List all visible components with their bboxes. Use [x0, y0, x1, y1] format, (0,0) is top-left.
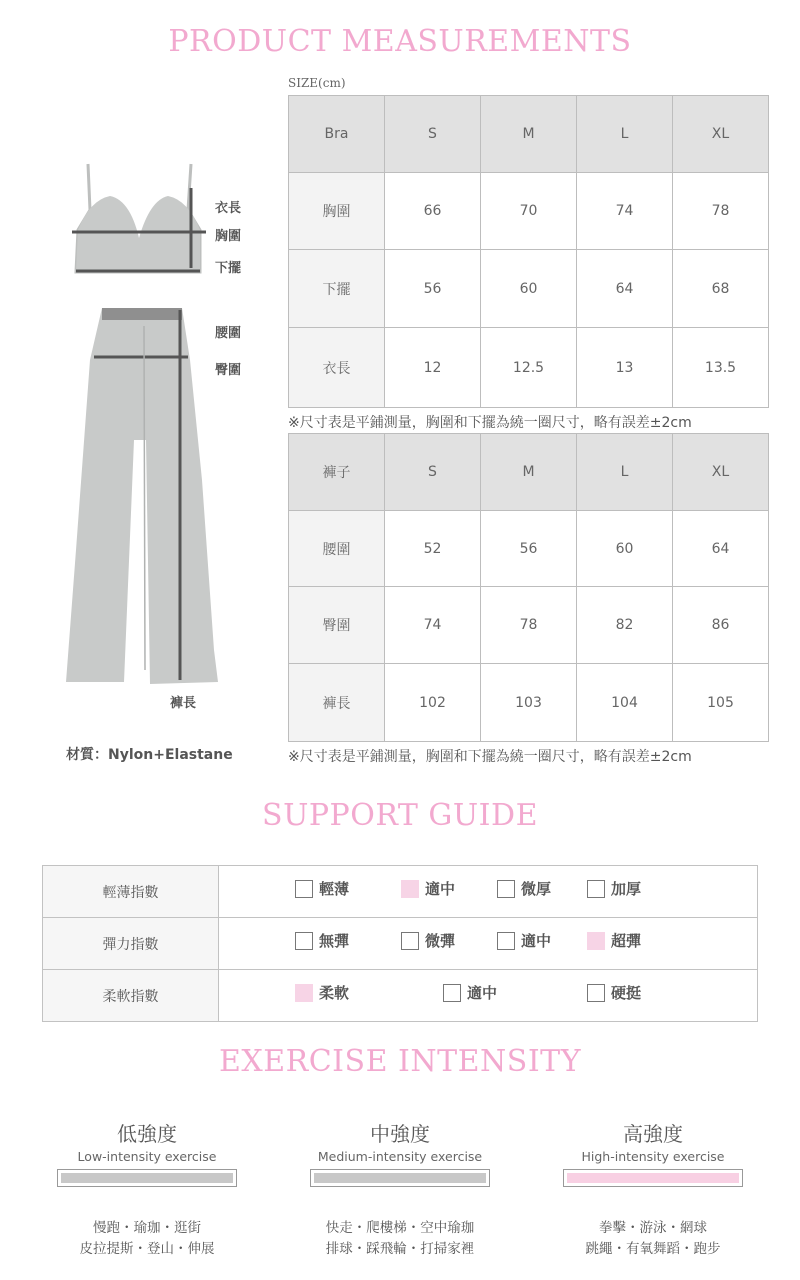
activity-line: 快走・爬樓梯・空中瑜珈: [325, 1220, 475, 1236]
option-slightly-thick: [497, 878, 551, 899]
table-header-row: [289, 434, 769, 511]
option-label: 加厚: [611, 880, 642, 898]
intensity-medium-title: 中強度: [370, 1122, 430, 1146]
label-waist: 腰圍: [215, 326, 242, 341]
support-guide-title: SUPPORT GUIDE: [262, 798, 538, 833]
option-label: 柔軟: [319, 984, 350, 1002]
intensity-medium-bar: [310, 1169, 490, 1187]
table-row: [289, 173, 769, 250]
table-cell: 52: [385, 511, 481, 587]
measurements-title: PRODUCT MEASUREMENTS: [168, 24, 632, 59]
table-cell: XL: [673, 434, 769, 511]
table-cell: 64: [673, 511, 769, 587]
pants-illustration: [66, 308, 218, 684]
intensity-high-bar: [563, 1169, 743, 1187]
intensity-low-subtitle: Low-intensity exercise: [77, 1149, 217, 1164]
option-thin: [295, 878, 349, 899]
checkbox: [587, 880, 605, 898]
size-unit-label: SIZE(cm): [288, 76, 346, 90]
option-label: 適中: [467, 984, 498, 1002]
activity-line: 排球・踩飛輪・打掃家裡: [325, 1241, 475, 1257]
table-row: [289, 328, 769, 408]
table-cell: 78: [673, 173, 769, 250]
option-soft: [295, 982, 349, 1003]
option-medium-soft: [443, 982, 497, 1003]
table-cell: L: [577, 96, 673, 173]
table-cell: 103: [481, 664, 577, 742]
option-label: 超彈: [611, 932, 642, 950]
table-cell: 74: [577, 173, 673, 250]
table-cell: 78: [481, 587, 577, 664]
guide-row-elasticity: [43, 918, 758, 970]
guide-row-label: 彈力指數: [43, 918, 219, 970]
intensity-low-activities: [22, 1218, 272, 1260]
label-pants-length: 褲長: [170, 696, 197, 711]
table-cell: S: [385, 434, 481, 511]
checkbox: [295, 880, 313, 898]
table-cell: 13.5: [673, 328, 769, 408]
table-cell: M: [481, 434, 577, 511]
support-guide-table: [42, 865, 758, 1022]
table-cell: 56: [481, 511, 577, 587]
option-no-stretch: [295, 930, 349, 951]
table-cell: 13: [577, 328, 673, 408]
activity-line: 皮拉提斯・登山・伸展: [79, 1241, 215, 1257]
measurement-note: ※尺寸表是平鋪測量，胸圍和下擺為繞一圈尺寸，略有誤差±2cm: [288, 749, 692, 765]
option-label: 輕薄: [319, 880, 350, 898]
option-label: 微厚: [521, 880, 552, 898]
checkbox: [587, 984, 605, 1002]
option-slight-stretch: [401, 930, 455, 951]
table-cell: 60: [481, 250, 577, 328]
table-row: [289, 511, 769, 587]
table-row: [289, 250, 769, 328]
option-label: 適中: [521, 932, 552, 950]
table-cell: 70: [481, 173, 577, 250]
table-cell: M: [481, 96, 577, 173]
intensity-high-activities: [528, 1218, 778, 1260]
table-cell: XL: [673, 96, 769, 173]
checkbox: [587, 932, 605, 950]
checkbox: [497, 932, 515, 950]
table-cell: 104: [577, 664, 673, 742]
table-cell: 12.5: [481, 328, 577, 408]
checkbox: [295, 932, 313, 950]
table-cell: 臀圍: [289, 587, 385, 664]
label-hip: 臀圍: [215, 363, 242, 378]
option-thick: [587, 878, 641, 899]
intensity-low-title: 低強度: [117, 1122, 177, 1146]
pants-size-table: [288, 433, 769, 742]
table-header-row: [289, 96, 769, 173]
table-cell: Bra: [289, 96, 385, 173]
intensity-low: [22, 1118, 272, 1164]
table-cell: 86: [673, 587, 769, 664]
checkbox: [401, 880, 419, 898]
option-label: 無彈: [319, 932, 350, 950]
table-cell: 12: [385, 328, 481, 408]
option-label: 硬挺: [611, 984, 642, 1002]
checkbox: [443, 984, 461, 1002]
table-cell: 胸圍: [289, 173, 385, 250]
table-row: [289, 664, 769, 742]
table-cell: 102: [385, 664, 481, 742]
option-medium-stretch: [497, 930, 551, 951]
label-bra-length: 衣長: [215, 201, 242, 216]
activity-line: 拳擊・游泳・網球: [599, 1220, 707, 1236]
intensity-high: [528, 1118, 778, 1164]
option-label: 微彈: [425, 932, 456, 950]
bra-size-table: [288, 95, 769, 408]
table-cell: 腰圍: [289, 511, 385, 587]
table-cell: 56: [385, 250, 481, 328]
checkbox: [295, 984, 313, 1002]
label-bust: 胸圍: [215, 229, 242, 244]
checkbox: [497, 880, 515, 898]
intensity-medium: [275, 1118, 525, 1164]
intensity-medium-subtitle: Medium-intensity exercise: [317, 1149, 483, 1164]
option-label: 適中: [425, 880, 456, 898]
table-cell: 64: [577, 250, 673, 328]
checkbox: [401, 932, 419, 950]
table-cell: 60: [577, 511, 673, 587]
intensity-high-subtitle: High-intensity exercise: [581, 1149, 725, 1164]
exercise-intensity-title: EXERCISE INTENSITY: [218, 1044, 581, 1079]
label-hem: 下擺: [215, 261, 242, 276]
intensity-high-title: 高強度: [623, 1122, 683, 1146]
bra-illustration: [72, 164, 206, 272]
option-medium: [401, 878, 455, 899]
guide-row-softness: [43, 970, 758, 1022]
table-row: [289, 587, 769, 664]
intensity-low-bar: [57, 1169, 237, 1187]
table-cell: 褲子: [289, 434, 385, 511]
guide-row-label: 輕薄指數: [43, 866, 219, 918]
table-cell: 下擺: [289, 250, 385, 328]
material-info: 材質：Nylon+Elastane: [66, 747, 233, 763]
activity-line: 慢跑・瑜珈・逛街: [93, 1220, 201, 1236]
table-cell: 82: [577, 587, 673, 664]
table-cell: 74: [385, 587, 481, 664]
option-stiff: [587, 982, 641, 1003]
option-super-stretch: [587, 930, 641, 951]
table-cell: L: [577, 434, 673, 511]
table-cell: 68: [673, 250, 769, 328]
table-cell: 66: [385, 173, 481, 250]
table-cell: 105: [673, 664, 769, 742]
table-cell: 衣長: [289, 328, 385, 408]
activity-line: 跳繩・有氧舞蹈・跑步: [585, 1241, 721, 1257]
measurement-note: ※尺寸表是平鋪測量，胸圍和下擺為繞一圈尺寸，略有誤差±2cm: [288, 415, 692, 431]
guide-row-thickness: [43, 866, 758, 918]
table-cell: 褲長: [289, 664, 385, 742]
intensity-medium-activities: [275, 1218, 525, 1260]
table-cell: S: [385, 96, 481, 173]
guide-row-label: 柔軟指數: [43, 970, 219, 1022]
